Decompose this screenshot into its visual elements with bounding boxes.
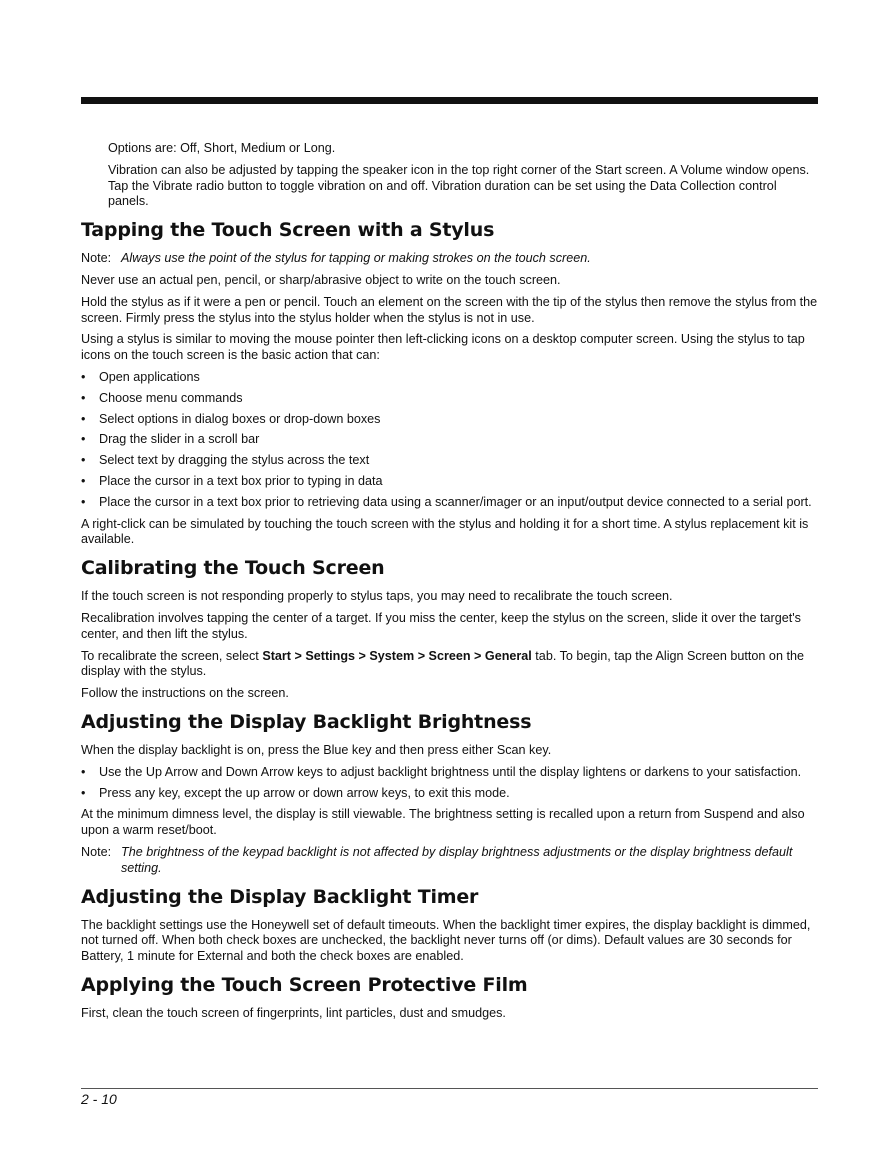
list-item: • Place the cursor in a text box prior to retrieving data using a scanner/imager or an input/output device connected to a serial port. xyxy=(81,494,812,509)
stylus-paragraph-3: Using a stylus is similar to moving the mouse pointer then left-clicking icons on a desktop computer screen. Using the stylus to tap icons on the touch screen is the basic action that can: xyxy=(81,332,805,363)
brightness-paragraph-1: When the display backlight is on, press the Blue key and then press either Scan key. xyxy=(81,742,552,757)
bullet-icon: • xyxy=(81,453,86,468)
film-heading: Applying the Touch Screen Protective Film xyxy=(81,973,528,996)
film-paragraph: First, clean the touch screen of fingerprints, lint particles, dust and smudges. xyxy=(81,1005,506,1020)
stylus-actions-list xyxy=(81,370,818,511)
stylus-paragraph-1: Never use an actual pen, pencil, or sharp/abrasive object to write on the touch screen. xyxy=(81,272,561,287)
note-label: Note: xyxy=(81,844,112,859)
bullet-icon: • xyxy=(81,473,86,488)
stylus-paragraph-2: Hold the stylus as if it were a pen or pencil. Touch an element on the screen with the tip of the stylus then remove the stylus from the screen. Firmly press the stylus into the stylus holder when the stylus is not in use. xyxy=(81,294,818,325)
bullet-icon: • xyxy=(81,764,86,779)
list-item: • Select text by dragging the stylus across the text xyxy=(81,453,370,468)
calibrate-paragraph-4: Follow the instructions on the screen. xyxy=(81,686,289,701)
list-item: • Press any key, except the up arrow or down arrow keys, to exit this mode. xyxy=(81,785,510,800)
bullet-icon: • xyxy=(81,785,86,800)
calibrate-paragraph-1: If the touch screen is not responding properly to stylus taps, you may need to recalibrate the touch screen. xyxy=(81,589,673,604)
bullet-icon: • xyxy=(81,432,86,447)
note-label: Note: xyxy=(81,251,112,266)
list-item: • Drag the slider in a scroll bar xyxy=(81,432,260,447)
timer-heading: Adjusting the Display Backlight Timer xyxy=(81,885,479,908)
brightness-heading: Adjusting the Display Backlight Brightness xyxy=(81,710,532,733)
page-number: 2 - 10 xyxy=(81,1091,117,1107)
settings-path: Start > Settings > System > Screen > General xyxy=(262,648,532,663)
note-text: The brightness of the keypad backlight is not affected by display brightness adjustments or the display brightness default setting. xyxy=(121,844,793,875)
bullet-icon: • xyxy=(81,411,86,426)
brightness-paragraph-2: At the minimum dimness level, the display is still viewable. The brightness setting is recalled upon a return from Suspend and also upon a warm reset/boot. xyxy=(81,807,805,838)
stylus-heading: Tapping the Touch Screen with a Stylus xyxy=(81,219,495,242)
bullet-icon: • xyxy=(81,369,86,384)
options-paragraph: Options are: Off, Short, Medium or Long. xyxy=(108,141,336,155)
list-item: • Select options in dialog boxes or drop-down boxes xyxy=(81,411,381,426)
calibrate-paragraph-3: To recalibrate the screen, select Start > Settings > System > Screen > General tab. To begin, tap the Align Screen button on the display with the stylus. xyxy=(81,648,804,679)
header-rule xyxy=(81,97,818,104)
page-content xyxy=(81,141,818,1028)
vibration-paragraph: Vibration can also be adjusted by tapping the speaker icon in the top right corner of the Start screen. A Volume window opens. Tap the Vibrate radio button to toggle vibration on and off. Vibration duration can be set using the Data Collection control panels. xyxy=(108,162,810,209)
calibrate-heading: Calibrating the Touch Screen xyxy=(81,557,385,580)
calibrate-paragraph-2: Recalibration involves tapping the center of a target. If you miss the center, keep the stylus on the screen, slide it over the target's center, and then lift the stylus. xyxy=(81,610,801,641)
list-item: • Choose menu commands xyxy=(81,390,243,405)
list-item: • Open applications xyxy=(81,369,200,384)
stylus-note xyxy=(81,251,818,267)
note-text: Always use the point of the stylus for tapping or making strokes on the touch screen. xyxy=(121,251,591,266)
list-item: • Use the Up Arrow and Down Arrow keys to adjust backlight brightness until the display lightens or darkens to your satisfaction. xyxy=(81,764,802,779)
brightness-list xyxy=(81,765,818,802)
bullet-icon: • xyxy=(81,494,86,509)
brightness-note xyxy=(81,845,818,877)
timer-paragraph: The backlight settings use the Honeywell set of default timeouts. When the backlight timer expires, the display backlight is dimmed, not turned off. When both check boxes are unchecked, the backlight never turns off (or dims). Default values are 30 seconds for Battery, 1 minute for External and both the check boxes are enabled. xyxy=(81,917,811,964)
bullet-icon: • xyxy=(81,390,86,405)
list-item: • Place the cursor in a text box prior to typing in data xyxy=(81,473,383,488)
stylus-paragraph-4: A right-click can be simulated by touching the touch screen with the stylus and holding it for a short time. A stylus replacement kit is available. xyxy=(81,516,809,547)
footer-rule xyxy=(81,1088,818,1089)
